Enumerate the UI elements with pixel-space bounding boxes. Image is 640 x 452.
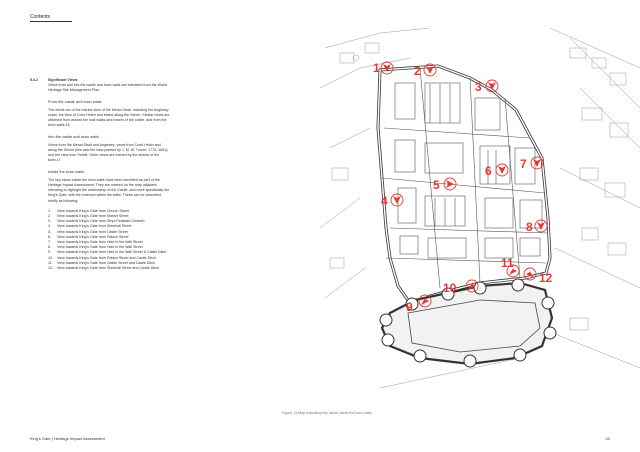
view-arrow-icon xyxy=(393,196,401,204)
list-item: 1. View towards King's Gate from Church Street xyxy=(48,208,130,213)
list-item: 9. View towards King's Gate from Hole in the Wall Street & Castle Ditch xyxy=(48,250,167,255)
list-item: 7. View towards King's Gate from Hole in the Wall Street xyxy=(48,240,143,245)
viewpoint-label: 4 xyxy=(381,194,388,208)
list-item: 5. View towards King's Gate from Castle Street xyxy=(48,229,128,234)
viewpoint-label: 5 xyxy=(433,178,440,192)
town-walls xyxy=(378,66,550,306)
viewpoint-label: 7 xyxy=(520,157,527,171)
list-item: 12. View towards King's Gate from Shirehall Street and Castle Ditch xyxy=(48,266,159,271)
viewpoint-label: 10 xyxy=(443,281,457,295)
subheading-into-walls: Into the castle and town walls xyxy=(48,133,99,139)
viewpoint-label: 9 xyxy=(406,300,413,314)
view-arrow-icon xyxy=(537,222,545,230)
viewpoint-label: 12 xyxy=(539,271,553,285)
viewpoint-labels xyxy=(373,61,553,314)
footer-title: King's Gate | Heritage Impact Assessment xyxy=(30,436,105,441)
list-item: 6. View towards King's Gate from Palace Street xyxy=(48,234,129,239)
subheading-inside-walls: Inside the town walls xyxy=(48,168,84,174)
viewpoint-label: 11 xyxy=(501,256,514,270)
contents-link[interactable]: Contents xyxy=(30,14,51,20)
paragraph-from-walls: The whole arc of the marine view of the Menai Strait, including the Anglesey coast, the view of Coed Helen and inland along the Seiont. Similar views are obtained from around the wall walks and towers of the castle, and from the town walls.16 xyxy=(48,107,170,128)
section-number: 5.4.2 xyxy=(30,78,38,82)
viewpoint-label: 1 xyxy=(373,61,380,75)
views-list xyxy=(48,209,178,271)
subheading-from-walls: From the castle and town walls xyxy=(48,98,102,104)
town-streets xyxy=(382,68,548,288)
viewpoint-label: 6 xyxy=(485,164,492,178)
intro-paragraph: Views from and into the castle and town walls are extracted from the World Heritage Site Management Plan. xyxy=(48,83,167,93)
contents-rule xyxy=(30,21,72,22)
list-item: 8. View towards King's Gate from Hole in the Wall Street xyxy=(48,245,143,250)
town-map xyxy=(320,28,640,398)
page-number: 40 xyxy=(605,436,610,441)
viewpoint-markers xyxy=(381,62,547,307)
section-title: Significant Views xyxy=(48,78,78,82)
view-arrow-icon xyxy=(498,166,506,174)
list-item: 10. View towards King's Gate from Palace Street and Castle Ditch xyxy=(48,255,156,260)
list-item: 4. View towards King's Gate from Shirehall Street xyxy=(48,224,132,229)
viewpoint-label: 8 xyxy=(526,220,533,234)
list-item: 2. View towards King's Gate from Market Street xyxy=(48,214,129,219)
view-arrow-icon xyxy=(533,159,541,167)
castle xyxy=(380,279,556,367)
viewpoint-label: 2 xyxy=(414,64,421,78)
section-body xyxy=(30,83,280,271)
list-item: 11. View towards King's Gate from Castle Street and Castle Ditch xyxy=(48,260,156,265)
paragraph-into-walls: Views from the Menai Strait and Anglesey; views from Coed Helen and along the Seiont (this was the view painted by J. M. W. Turner, 1775–1851); and the view from Twthill. Other views are framed by the streets of the town.17 xyxy=(48,142,169,163)
viewpoint-arrows xyxy=(383,64,545,305)
text-column xyxy=(30,78,280,271)
viewpoint-label: 3 xyxy=(475,80,482,94)
list-item: 3. View towards King's Gate from Stryd Pedwara Chwech xyxy=(48,219,145,224)
paragraph-inside-walls: The key views inside the town walls have been identified as part of the Heritage Impact Assessment. They are marked on the map adjacent, intending to highlight the relationship of the Castle, and more specifically the King's Gate, with the exteriors within the walls. These can be described briefly as following: xyxy=(48,177,170,203)
figure-caption: Figure 13 Map indicating key views inside the town walls xyxy=(282,411,372,415)
